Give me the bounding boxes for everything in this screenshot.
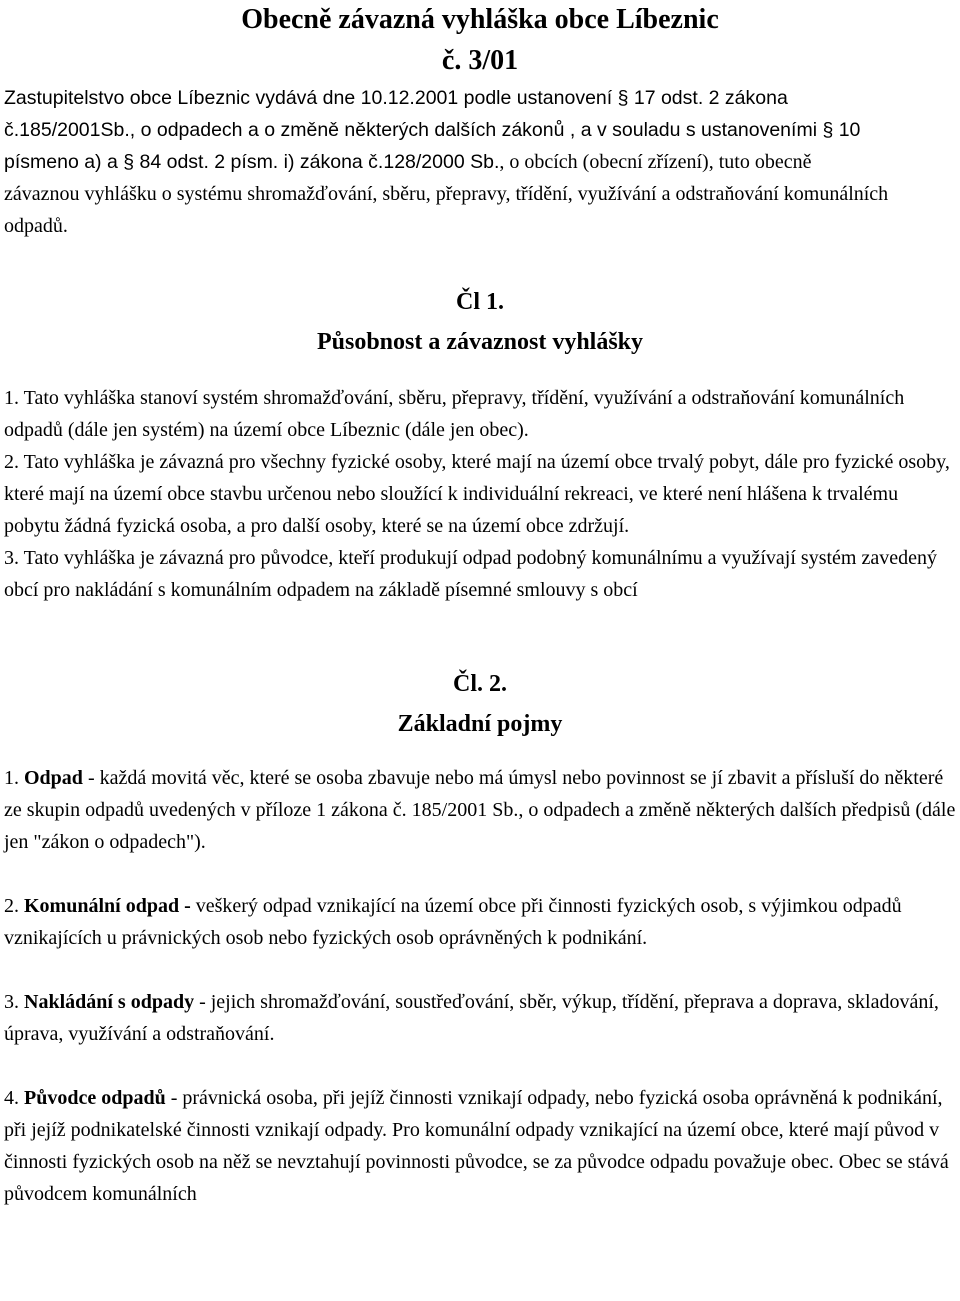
definition-term: Původce odpadů <box>24 1087 166 1109</box>
definition-number: 4. <box>4 1087 24 1109</box>
definition-nakladani-s-odpady <box>0 986 960 1050</box>
definition-number: 2. <box>4 895 24 917</box>
preamble-line-1: Zastupitelstvo obce Líbeznic vydává dne 10.12.2001 podle ustanovení § 17 odst. 2 zákona <box>4 87 788 109</box>
article-1-number: Čl 1. <box>456 289 504 315</box>
definition-komunalni-odpad <box>0 890 960 954</box>
definition-odpad <box>0 762 960 858</box>
preamble-line-2: č.185/2001Sb., o odpadech a o změně některých dalších zákonů , a v souladu s ustanoveními § 10 <box>4 119 861 141</box>
preamble <box>0 82 960 242</box>
preamble-rest: závaznou vyhlášku o systému shromažďování, sběru, přepravy, třídění, využívání a odstraňování komunálních odpadů. <box>4 183 889 237</box>
article-1-paragraph-3: 3. Tato vyhláška je závazná pro původce, kteří produkují odpad podobný komunálnímu a využívají systém zavedený obcí pro nakládání s komunálním odpadem na základě písemné smlouvy s obcí <box>4 547 937 601</box>
definition-text: - jejich shromažďování, soustřeďování, sběr, výkup, třídění, přeprava a doprava, skladování, úprava, využívání a odstraňování. <box>4 991 939 1045</box>
article-1-paragraph-1: 1. Tato vyhláška stanoví systém shromažďování, sběru, přepravy, třídění, využívání a odstraňování komunálních odpadů (dále jen systém) na území obce Líbeznic (dále jen obec). <box>4 387 905 441</box>
definition-term: Komunální odpad - <box>24 895 191 917</box>
preamble-line-3-serif: , o obcích (obecní zřízení), tuto obecně <box>499 151 812 173</box>
preamble-line-3-sans: písmeno a) a § 84 odst. 2 písm. i) zákona č.128/2000 Sb. <box>4 151 500 173</box>
definition-text: - každá movitá věc, které se osoba zbavuje nebo má úmysl nebo povinnost se jí zbavit a přísluší do některé ze skupin odpadů uvedených v příloze 1 zákona č. 185/2001 Sb., o odpadech a změně některých dalších předpisů (dále jen "zákon o odpadech"). <box>4 767 956 853</box>
definition-number: 1. <box>4 767 24 789</box>
definition-text: veškerý odpad vznikající na území obce při činnosti fyzických osob, s výjimkou odpadů vznikajících u právnických osob nebo fyzických osob oprávněných k podnikání. <box>4 895 902 949</box>
document-number: č. 3/01 <box>441 45 519 76</box>
article-1-paragraph-2: 2. Tato vyhláška je závazná pro všechny fyzické osoby, které mají na území obce trvalý pobyt, dále pro fyzické osoby, které mají na území obce stavbu určenou nebo sloužící k individuální rekreaci, ve které není hlášena k trvalému pobytu žádná fyzická osoba, a pro další osoby, které se na území obce zdržují. <box>4 451 950 537</box>
preamble-line-3 <box>4 146 956 178</box>
definition-number: 3. <box>4 991 24 1013</box>
document-title: Obecně závazná vyhláška obce Líbeznic <box>241 4 719 35</box>
definition-term: Nakládání s odpady <box>24 991 195 1013</box>
definition-term: Odpad <box>24 767 83 789</box>
article-2-number: Čl. 2. <box>453 671 507 697</box>
definition-puvodce-odpadu <box>0 1082 960 1210</box>
article-1-title: Působnost a závaznost vyhlášky <box>316 329 644 355</box>
definition-text: - právnická osoba, při jejíž činnosti vznikají odpady, nebo fyzická osoba oprávněná k podnikání, při jejíž podnikatelské činnosti vznikají odpady. Pro komunální odpady vznikající na území obce, které mají původ v činnosti fyzických osob na něž se nevztahují povinnosti původce, se za původce odpadu považuje obec. Obec se stává původcem komunálních <box>4 1087 949 1205</box>
article-2-title: Základní pojmy <box>397 711 563 737</box>
